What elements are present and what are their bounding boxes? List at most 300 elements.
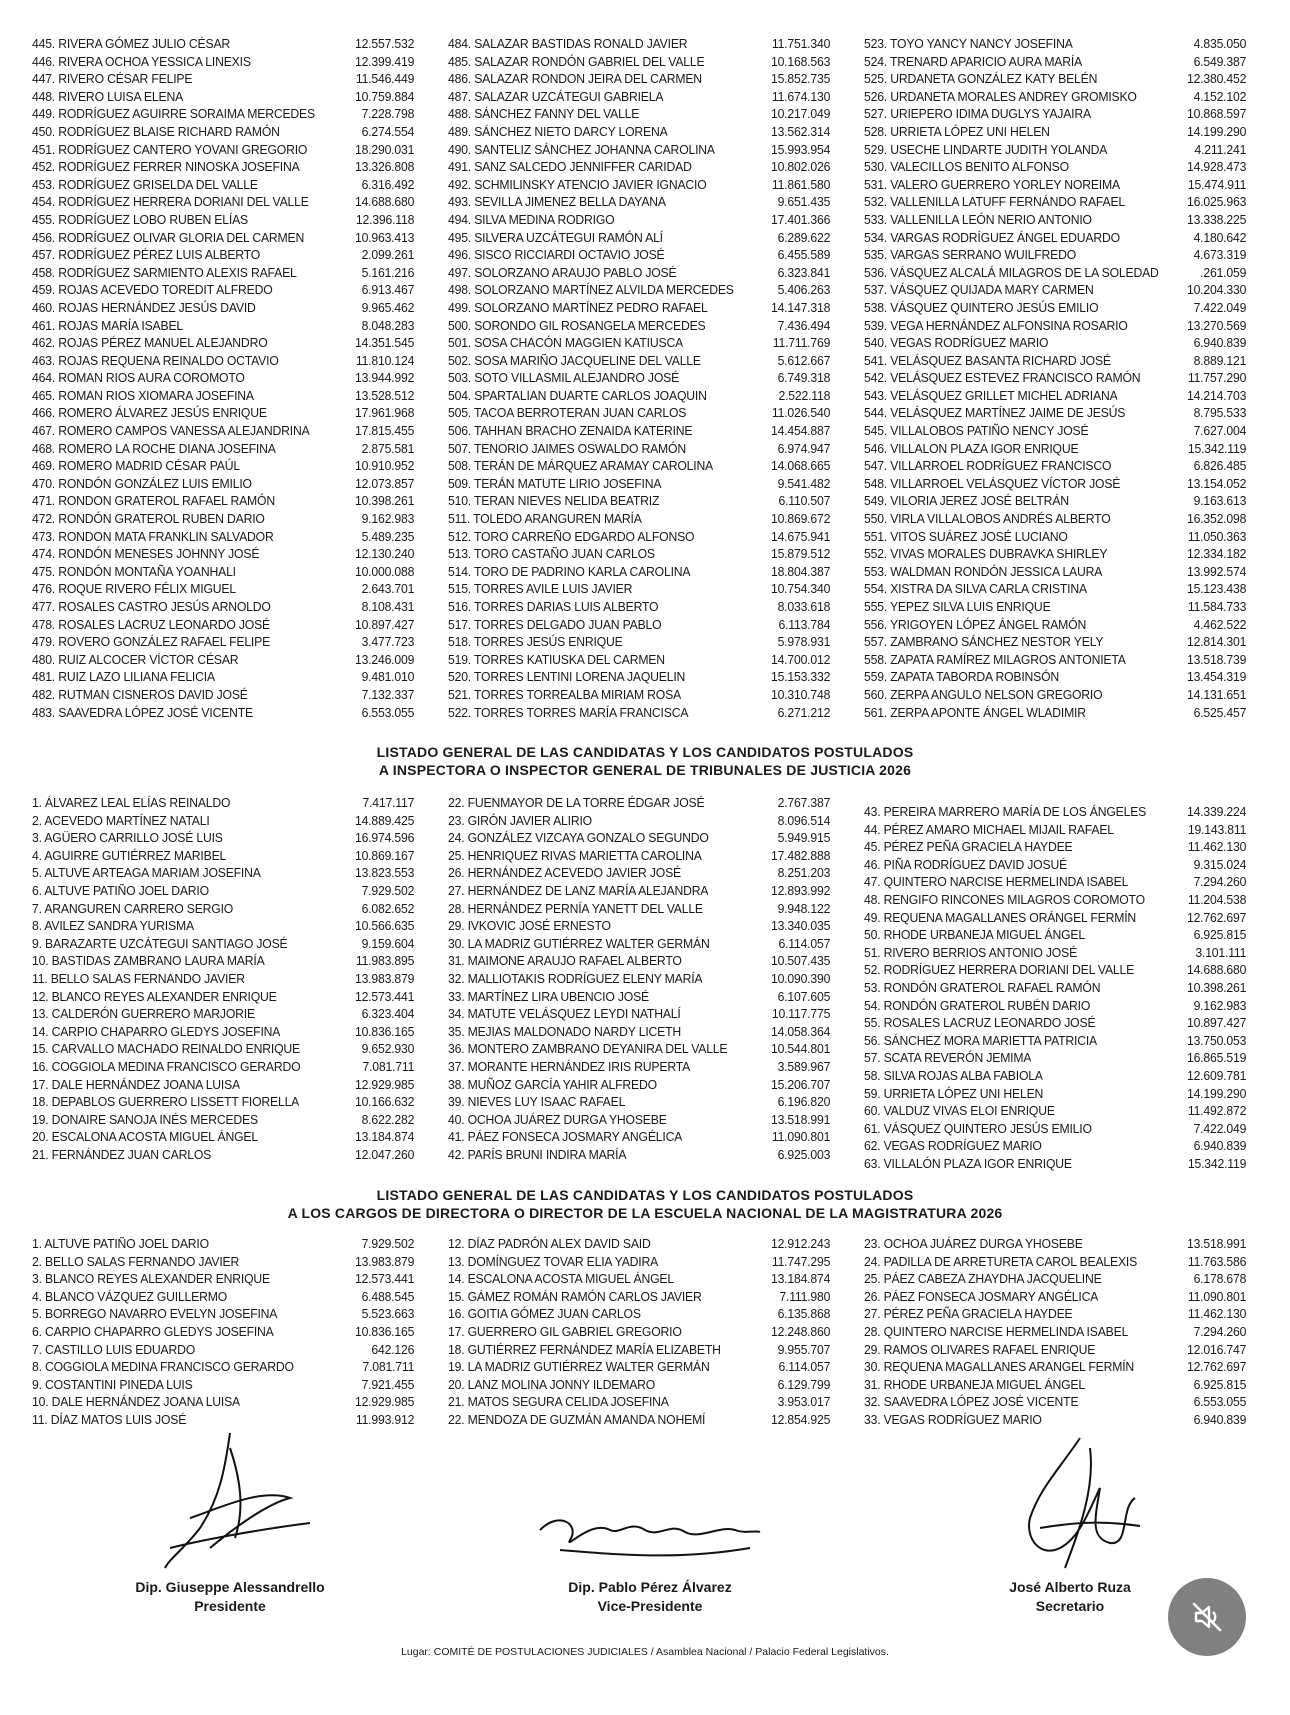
candidate-id-number: 12.396.118 xyxy=(355,212,415,227)
candidate-id-number: 12.929.985 xyxy=(354,1395,415,1410)
list-item xyxy=(448,1077,830,1095)
candidate-name: 7. ARANGUREN CARRERO SERGIO xyxy=(32,901,234,916)
candidate-name: 544. VELÁSQUEZ MARTÍNEZ JAIME DE JESÚS xyxy=(864,406,1126,421)
candidate-name: 25. HENRIQUEZ RIVAS MARIETTA CAROLINA xyxy=(448,848,702,863)
candidate-id-number: 16.025.963 xyxy=(1186,195,1247,210)
list-item xyxy=(448,106,830,124)
list-item xyxy=(448,1147,830,1165)
list-item xyxy=(448,1289,830,1307)
list-item xyxy=(32,1024,414,1042)
list-item xyxy=(32,54,414,72)
list-item xyxy=(32,1306,414,1324)
candidate-id-number: 7.417.117 xyxy=(362,796,415,810)
list-item xyxy=(864,511,1246,529)
candidate-name: 466. ROMERO ÁLVAREZ JESÚS ENRIQUE xyxy=(32,406,267,421)
candidate-name: 497. SOLORZANO ARAUJO PABLO JOSÉ xyxy=(448,265,677,280)
candidate-name: 488. SÁNCHEZ FANNY DEL VALLE xyxy=(448,107,640,122)
list-item xyxy=(32,353,414,371)
candidate-name: 542. VELÁSQUEZ ESTEVEZ FRANCISCO RAMÓN xyxy=(864,371,1141,386)
candidate-name: 463. ROJAS REQUENA REINALDO OCTAVIO xyxy=(32,353,279,368)
candidate-name: 19. LA MADRIZ GUTIÉRREZ WALTER GERMÁN xyxy=(448,1360,710,1375)
candidate-id-number: 12.912.243 xyxy=(770,1237,831,1251)
candidate-name: 52. RODRÍGUEZ HERRERA DORIANI DEL VALLE xyxy=(864,963,1135,978)
candidate-name: 555. YEPEZ SILVA LUIS ENRIQUE xyxy=(864,600,1051,614)
list-column xyxy=(32,1236,426,1430)
candidate-id-number: 6.940.839 xyxy=(1193,336,1247,351)
list-item xyxy=(864,652,1246,670)
candidate-name: 486. SALAZAR RONDON JEIRA DEL CARMEN xyxy=(448,72,702,87)
list-item xyxy=(32,848,414,866)
list-item xyxy=(448,1094,830,1112)
list-item xyxy=(32,830,414,848)
candidate-name: 32. MALLIOTAKIS RODRÍGUEZ ELENY MARÍA xyxy=(448,971,703,986)
candidate-id-number: 13.518.739 xyxy=(1186,652,1247,667)
list-item xyxy=(864,458,1246,476)
candidate-name: 554. XISTRA DA SILVA CARLA CRISTINA xyxy=(864,582,1087,597)
candidate-name: 537. VÁSQUEZ QUIJADA MARY CARMEN xyxy=(864,283,1094,298)
candidate-id-number: 7.132.337 xyxy=(361,687,415,702)
candidate-name: 445. RIVERA GÓMEZ JULIO CÉSAR xyxy=(32,37,231,51)
candidate-name: 492. SCHMILINSKY ATENCIO JAVIER IGNACIO xyxy=(448,177,707,192)
candidate-id-number: 2.875.581 xyxy=(361,441,415,456)
candidate-name: 36. MONTERO ZAMBRANO DEYANIRA DEL VALLE xyxy=(448,1042,728,1057)
candidate-name: 545. VILLALOBOS PATIÑO NENCY JOSÉ xyxy=(864,424,1089,439)
candidate-name: 547. VILLARROEL RODRÍGUEZ FRANCISCO xyxy=(864,459,1112,474)
candidate-id-number: 10.566.635 xyxy=(354,919,415,934)
list-item xyxy=(864,546,1246,564)
list-item xyxy=(32,529,414,547)
candidate-id-number: 16.865.519 xyxy=(1186,1051,1247,1066)
candidate-id-number: 10.869.167 xyxy=(354,848,415,863)
list-item xyxy=(864,177,1246,195)
candidate-id-number: 13.326.808 xyxy=(354,160,415,175)
list-item xyxy=(448,247,830,265)
candidate-name: 26. PÁEZ FONSECA JOSMARY ANGÉLICA xyxy=(864,1289,1099,1304)
candidate-name: 526. URDANETA MORALES ANDREY GROMISKO xyxy=(864,89,1137,104)
candidate-id-number: 14.351.545 xyxy=(354,336,415,351)
list-item xyxy=(32,795,414,813)
candidate-id-number: 3.589.967 xyxy=(777,1059,831,1074)
candidate-id-number: 13.983.879 xyxy=(354,1254,415,1269)
list-item xyxy=(448,705,830,723)
candidate-name: 9. COSTANTINI PINEDA LUIS xyxy=(32,1377,193,1392)
candidate-name: 5. BORREGO NAVARRO EVELYN JOSEFINA xyxy=(32,1307,278,1322)
candidate-id-number: 10.910.952 xyxy=(354,459,415,474)
list-item xyxy=(864,1394,1246,1412)
candidate-name: 522. TORRES TORRES MARÍA FRANCISCA xyxy=(448,705,689,720)
candidate-id-number: 9.948.122 xyxy=(777,901,831,916)
list-item xyxy=(448,1006,830,1024)
signer-name: José Alberto Ruza xyxy=(1009,1579,1131,1595)
list-item xyxy=(448,936,830,954)
candidate-name: 54. RONDÓN GRATEROL RUBÉN DARIO xyxy=(864,998,1091,1013)
list-item xyxy=(448,652,830,670)
candidate-name: 34. MATUTE VELÁSQUEZ LEYDI NATHALÍ xyxy=(448,1007,681,1022)
candidate-name: 507. TENORIO JAIMES OSWALDO RAMÓN xyxy=(448,441,686,456)
candidate-id-number: 11.546.449 xyxy=(355,72,415,87)
candidate-name: 452. RODRÍGUEZ FERRER NINOSKA JOSEFINA xyxy=(32,160,300,175)
candidate-name: 456. RODRÍGUEZ OLIVAR GLORIA DEL CARMEN xyxy=(32,230,305,245)
candidate-id-number: 13.518.991 xyxy=(770,1112,831,1127)
list-item xyxy=(32,1129,414,1147)
list-item xyxy=(864,89,1246,107)
candidate-id-number: 9.965.462 xyxy=(361,300,415,315)
list-column xyxy=(32,36,426,722)
candidate-name: 484. SALAZAR BASTIDAS RONALD JAVIER xyxy=(448,37,688,51)
candidate-name: 63. VILLALÓN PLAZA IGOR ENRIQUE xyxy=(864,1156,1072,1171)
list-item xyxy=(32,1254,414,1272)
candidate-list-section-2 xyxy=(32,795,1258,1173)
list-item xyxy=(448,953,830,971)
list-item xyxy=(864,1121,1246,1139)
candidate-id-number: 12.893.992 xyxy=(770,883,831,898)
candidate-name: 509. TERÁN MATUTE LIRIO JOSEFINA xyxy=(448,476,662,491)
list-item xyxy=(448,89,830,107)
candidate-id-number: 8.889.121 xyxy=(1193,353,1247,368)
candidate-name: 472. RONDÓN GRATEROL RUBEN DARIO xyxy=(32,512,265,527)
list-item xyxy=(864,529,1246,547)
candidate-name: 469. ROMERO MADRID CÉSAR PAÚL xyxy=(32,459,240,474)
handwritten-signature-1 xyxy=(130,1428,330,1578)
candidate-name: 1. ÁLVAREZ LEAL ELÍAS REINALDO xyxy=(32,796,231,810)
candidate-id-number: 10.544.801 xyxy=(770,1042,831,1057)
candidate-id-number: 13.518.991 xyxy=(1186,1237,1247,1251)
candidate-id-number: 6.178.678 xyxy=(1193,1272,1247,1287)
candidate-id-number: 8.096.514 xyxy=(777,813,831,828)
list-item xyxy=(32,865,414,883)
signer-name: Dip. Giuseppe Alessandrello xyxy=(135,1579,325,1595)
candidate-name: 26. HERNÁNDEZ ACEVEDO JAVIER JOSÉ xyxy=(448,866,682,881)
candidate-name: 4. BLANCO VÁZQUEZ GUILLERMO xyxy=(32,1289,228,1304)
list-item xyxy=(32,1059,414,1077)
heading-line-2: A LOS CARGOS DE DIRECTORA O DIRECTOR DE LA ESCUELA NACIONAL DE LA MAGISTRATURA 2026 xyxy=(287,1205,1003,1221)
candidate-id-number: 6.107.605 xyxy=(777,989,831,1004)
candidate-name: 523. TOYO YANCY NANCY JOSEFINA xyxy=(864,37,1073,51)
candidate-id-number: 8.622.282 xyxy=(361,1112,415,1127)
candidate-name: 516. TORRES DARIAS LUIS ALBERTO xyxy=(448,600,659,614)
candidate-id-number: 9.162.983 xyxy=(361,512,415,527)
candidate-id-number: 6.113.784 xyxy=(778,617,831,632)
list-item xyxy=(864,1412,1246,1430)
candidate-name: 478. ROSALES LACRUZ LEONARDO JOSÉ xyxy=(32,617,270,632)
list-item xyxy=(448,1359,830,1377)
candidate-name: 28. QUINTERO NARCISE HERMELINDA ISABEL xyxy=(864,1324,1129,1339)
candidate-name: 524. TRENARD APARICIO AURA MARÍA xyxy=(864,54,1083,69)
list-item xyxy=(32,106,414,124)
list-item xyxy=(864,388,1246,406)
candidate-id-number: 17.961.968 xyxy=(354,406,415,421)
candidate-id-number: 11.090.801 xyxy=(1187,1289,1247,1304)
candidate-id-number: 6.925.815 xyxy=(1193,928,1247,943)
candidate-id-number: 6.525.457 xyxy=(1193,705,1247,720)
candidate-id-number: 10.897.427 xyxy=(354,617,415,632)
candidate-id-number: 17.815.455 xyxy=(354,424,415,439)
candidate-name: 27. HERNÁNDEZ DE LANZ MARÍA ALEJANDRA xyxy=(448,883,709,898)
candidate-name: 19. DONAIRE SANOJA INÉS MERCEDES xyxy=(32,1112,258,1127)
candidate-name: 535. VARGAS SERRANO WUILFREDO xyxy=(864,248,1077,263)
candidate-id-number: 6.455.589 xyxy=(777,248,831,263)
candidate-name: 483. SAAVEDRA LÓPEZ JOSÉ VICENTE xyxy=(32,705,254,720)
candidate-id-number: 12.248.860 xyxy=(770,1324,831,1339)
candidate-id-number: 2.522.118 xyxy=(778,388,831,403)
candidate-name: 17. DALE HERNÁNDEZ JOANA LUISA xyxy=(32,1077,241,1092)
list-item xyxy=(864,300,1246,318)
candidate-name: 515. TORRES AVILE LUIS JAVIER xyxy=(448,582,633,597)
candidate-id-number: 14.928.473 xyxy=(1186,160,1247,175)
candidate-name: 2. BELLO SALAS FERNANDO JAVIER xyxy=(32,1254,240,1269)
list-item xyxy=(32,1377,414,1395)
list-item xyxy=(32,564,414,582)
candidate-name: 498. SOLORZANO MARTÍNEZ ALVILDA MERCEDES xyxy=(448,283,734,298)
candidate-id-number: 2.643.701 xyxy=(361,582,415,597)
list-item xyxy=(864,669,1246,687)
candidate-id-number: 14.454.887 xyxy=(770,424,831,439)
candidate-id-number: 13.562.314 xyxy=(770,124,831,139)
list-item xyxy=(448,388,830,406)
candidate-id-number: 13.944.992 xyxy=(354,371,415,386)
candidate-name: 446. RIVERA OCHOA YESSICA LINEXIS xyxy=(32,54,251,69)
candidate-id-number: 10.000.088 xyxy=(354,564,415,579)
candidate-id-number: 6.082.652 xyxy=(361,901,415,916)
list-item xyxy=(448,265,830,283)
list-item xyxy=(448,564,830,582)
candidate-id-number: 14.068.665 xyxy=(770,459,831,474)
list-item xyxy=(864,945,1246,963)
candidate-id-number: 9.955.707 xyxy=(777,1342,831,1357)
candidate-id-number: 15.879.512 xyxy=(770,547,831,562)
candidate-name: 487. SALAZAR UZCÁTEGUI GABRIELA xyxy=(448,89,664,104)
candidate-id-number: 7.081.711 xyxy=(362,1360,415,1375)
candidate-id-number: 13.454.319 xyxy=(1186,670,1247,685)
list-item xyxy=(864,1050,1246,1068)
candidate-id-number: 2.099.261 xyxy=(361,248,415,263)
list-item xyxy=(32,1147,414,1165)
candidate-id-number: 11.757.290 xyxy=(1187,371,1247,386)
candidate-id-number: 12.047.260 xyxy=(354,1147,415,1162)
candidate-name: 16. COGGIOLA MEDINA FRANCISCO GERARDO xyxy=(32,1059,301,1074)
candidate-id-number: 6.110.507 xyxy=(778,494,831,509)
mute-button[interactable] xyxy=(1168,1578,1246,1656)
list-item xyxy=(864,1236,1246,1254)
list-item xyxy=(448,1306,830,1324)
candidate-name: 541. VELÁSQUEZ BASANTA RICHARD JOSÉ xyxy=(864,353,1111,368)
list-item xyxy=(864,124,1246,142)
candidate-name: 32. SAAVEDRA LÓPEZ JOSÉ VICENTE xyxy=(864,1395,1079,1410)
candidate-id-number: 14.675.941 xyxy=(770,529,831,544)
candidate-name: 450. RODRÍGUEZ BLAISE RICHARD RAMÓN xyxy=(32,124,280,139)
list-item xyxy=(864,1254,1246,1272)
candidate-id-number: 3.101.111 xyxy=(1195,945,1247,960)
signer-role: Presidente xyxy=(194,1598,266,1614)
heading-line-1: LISTADO GENERAL DE LAS CANDIDATAS Y LOS CANDIDATOS POSTULADOS xyxy=(376,744,914,760)
candidate-name: 553. WALDMAN RONDÓN JESSICA LAURA xyxy=(864,564,1103,579)
list-item xyxy=(32,1324,414,1342)
list-item xyxy=(448,813,830,831)
candidate-id-number: 12.073.857 xyxy=(354,476,415,491)
candidate-id-number: 6.271.212 xyxy=(777,705,831,720)
candidate-name: 508. TERÁN DE MÁRQUEZ ARAMAY CAROLINA xyxy=(448,459,714,474)
list-item xyxy=(32,1289,414,1307)
list-column xyxy=(864,1236,1258,1430)
candidate-id-number: 7.422.049 xyxy=(1193,300,1247,315)
list-column xyxy=(864,795,1258,1173)
candidate-id-number: 6.289.622 xyxy=(777,230,831,245)
candidate-id-number: 11.983.895 xyxy=(355,954,415,969)
candidate-id-number: 12.573.441 xyxy=(354,989,415,1004)
list-item xyxy=(448,458,830,476)
candidate-id-number: 6.323.404 xyxy=(361,1007,415,1022)
candidate-id-number: 6.940.839 xyxy=(1193,1412,1247,1427)
candidate-id-number: 11.747.295 xyxy=(771,1254,831,1269)
list-item xyxy=(32,546,414,564)
candidate-id-number: 18.804.387 xyxy=(770,564,831,579)
candidate-name: 479. ROVERO GONZÁLEZ RAFAEL FELIPE xyxy=(32,635,271,650)
candidate-name: 451. RODRÍGUEZ CANTERO YOVANI GREGORIO xyxy=(32,142,308,157)
list-item xyxy=(448,423,830,441)
candidate-name: 454. RODRÍGUEZ HERRERA DORIANI DEL VALLE xyxy=(32,195,309,210)
candidate-name: 520. TORRES LENTINI LORENA JAQUELIN xyxy=(448,670,686,685)
list-item xyxy=(32,247,414,265)
candidate-id-number: 5.949.915 xyxy=(777,831,831,846)
candidate-id-number: 10.897.427 xyxy=(1186,1016,1247,1031)
candidate-id-number: 11.462.130 xyxy=(1187,1307,1247,1322)
candidate-name: 453. RODRÍGUEZ GRISELDA DEL VALLE xyxy=(32,177,258,192)
candidate-name: 42. PARÍS BRUNI INDIRA MARÍA xyxy=(448,1147,627,1162)
signer-role: Vice-Presidente xyxy=(597,1598,703,1614)
list-item xyxy=(448,901,830,919)
candidate-name: 21. FERNÁNDEZ JUAN CARLOS xyxy=(32,1147,212,1162)
candidate-id-number: 9.541.482 xyxy=(777,476,831,491)
candidate-id-number: 8.033.618 xyxy=(777,600,831,614)
candidate-name: 9. BARAZARTE UZCÁTEGUI SANTIAGO JOSÉ xyxy=(32,936,288,951)
candidate-name: 44. PÉREZ AMARO MICHAEL MIJAIL RAFAEL xyxy=(864,822,1114,837)
list-item xyxy=(32,1094,414,1112)
list-item xyxy=(864,892,1246,910)
signature-block-president xyxy=(90,1428,370,1616)
list-column xyxy=(864,36,1258,722)
list-item xyxy=(448,335,830,353)
heading-line-1: LISTADO GENERAL DE LAS CANDIDATAS Y LOS CANDIDATOS POSTULADOS xyxy=(376,1187,914,1203)
candidate-name: 447. RIVERO CÉSAR FELIPE xyxy=(32,72,193,87)
list-item xyxy=(448,1024,830,1042)
list-item xyxy=(32,177,414,195)
candidate-id-number: 7.422.049 xyxy=(1193,1121,1247,1136)
candidate-id-number: 14.147.318 xyxy=(770,300,831,315)
list-item xyxy=(448,865,830,883)
list-item xyxy=(32,901,414,919)
list-item xyxy=(864,476,1246,494)
candidate-name: 50. RHODE URBANEJA MIGUEL ÁNGEL xyxy=(864,928,1085,943)
list-item xyxy=(864,247,1246,265)
candidate-name: 29. RAMOS OLIVARES RAFAEL ENRIQUE xyxy=(864,1342,1096,1357)
candidate-name: 560. ZERPA ANGULO NELSON GREGORIO xyxy=(864,687,1103,702)
candidate-name: 45. PÉREZ PEÑA GRACIELA HAYDEE xyxy=(864,840,1073,855)
candidate-id-number: 13.270.569 xyxy=(1186,318,1247,333)
candidate-id-number: 10.090.390 xyxy=(770,971,831,986)
list-item xyxy=(864,980,1246,998)
candidate-id-number: 13.246.009 xyxy=(354,652,415,667)
list-item xyxy=(32,599,414,617)
list-item xyxy=(448,687,830,705)
list-item xyxy=(448,669,830,687)
candidate-name: 48. RENGIFO RINCONES MILAGROS COROMOTO xyxy=(864,892,1145,907)
list-item xyxy=(32,89,414,107)
list-item xyxy=(864,370,1246,388)
candidate-id-number: 12.016.747 xyxy=(1186,1342,1247,1357)
list-item xyxy=(32,476,414,494)
candidate-id-number: 11.751.340 xyxy=(771,37,831,51)
candidate-name: 462. ROJAS PÉREZ MANUEL ALEJANDRO xyxy=(32,336,268,351)
candidate-name: 57. SCATA REVERÓN JEMIMA xyxy=(864,1051,1032,1066)
candidate-name: 476. ROQUE RIVERO FÉLIX MIGUEL xyxy=(32,582,236,597)
list-item xyxy=(32,370,414,388)
candidate-id-number: 12.130.240 xyxy=(354,547,415,562)
list-item xyxy=(864,910,1246,928)
candidate-id-number: 9.163.613 xyxy=(1193,494,1247,509)
candidate-name: 494. SILVA MEDINA RODRIGO xyxy=(448,212,615,227)
list-item xyxy=(864,318,1246,336)
candidate-name: 448. RIVERO LUISA ELENA xyxy=(32,89,184,104)
candidate-name: 22. FUENMAYOR DE LA TORRE ÉDGAR JOSÉ xyxy=(448,796,705,810)
candidate-name: 18. DEPABLOS GUERRERO LISSETT FIORELLA xyxy=(32,1095,300,1110)
candidate-name: 15. CARVALLO MACHADO REINALDO ENRIQUE xyxy=(32,1042,300,1057)
candidate-id-number: 13.340.035 xyxy=(770,919,831,934)
list-item xyxy=(32,493,414,511)
candidate-name: 2. ACEVEDO MARTÍNEZ NATALI xyxy=(32,813,210,828)
candidate-name: 489. SÁNCHEZ NIETO DARCY LORENA xyxy=(448,124,668,139)
list-item xyxy=(864,106,1246,124)
candidate-id-number: 6.129.799 xyxy=(777,1377,831,1392)
candidate-name: 10. DALE HERNÁNDEZ JOANA LUISA xyxy=(32,1395,241,1410)
list-item xyxy=(448,1254,830,1272)
candidate-id-number: 2.767.387 xyxy=(777,796,831,810)
candidate-id-number: 6.135.868 xyxy=(777,1307,831,1322)
candidate-name: 559. ZAPATA TABORDA ROBINSÓN xyxy=(864,670,1060,685)
list-item xyxy=(448,124,830,142)
candidate-name: 525. URDANETA GONZÁLEZ KATY BELÉN xyxy=(864,72,1098,87)
candidate-list-section-3 xyxy=(32,1236,1258,1430)
candidate-id-number: 4.211.241 xyxy=(1194,142,1247,157)
candidate-id-number: 12.814.301 xyxy=(1186,635,1247,650)
candidate-id-number: 11.090.801 xyxy=(771,1130,831,1145)
list-item xyxy=(32,1394,414,1412)
list-item xyxy=(864,927,1246,945)
candidate-id-number: 15.123.438 xyxy=(1186,582,1247,597)
candidate-name: 511. TOLEDO ARANGUREN MARÍA xyxy=(448,512,642,527)
candidate-name: 477. ROSALES CASTRO JESÚS ARNOLDO xyxy=(32,600,271,614)
list-item xyxy=(32,918,414,936)
candidate-id-number: 9.315.024 xyxy=(1193,857,1247,872)
list-column xyxy=(448,36,842,722)
list-item xyxy=(32,1077,414,1095)
list-item xyxy=(32,511,414,529)
candidate-id-number: 15.852.735 xyxy=(770,72,831,87)
candidate-name: 20. LANZ MOLINA JONNY ILDEMARO xyxy=(448,1377,656,1392)
list-item xyxy=(864,1103,1246,1121)
candidate-id-number: 8.795.533 xyxy=(1193,406,1247,421)
list-item xyxy=(864,423,1246,441)
candidate-name: 38. MUÑOZ GARCÍA YAHIR ALFREDO xyxy=(448,1077,657,1092)
candidate-name: 473. RONDON MATA FRANKLIN SALVADOR xyxy=(32,529,274,544)
candidate-id-number: 10.759.884 xyxy=(354,89,415,104)
list-item xyxy=(448,300,830,318)
candidate-id-number: 6.940.839 xyxy=(1193,1139,1247,1154)
section-heading-director xyxy=(0,1186,1290,1222)
list-item xyxy=(864,1359,1246,1377)
candidate-name: 510. TERAN NIEVES NELIDA BEATRIZ xyxy=(448,494,660,509)
candidate-id-number: 8.108.431 xyxy=(361,600,415,614)
candidate-name: 30. REQUENA MAGALLANES ARANGEL FERMÍN xyxy=(864,1360,1135,1375)
